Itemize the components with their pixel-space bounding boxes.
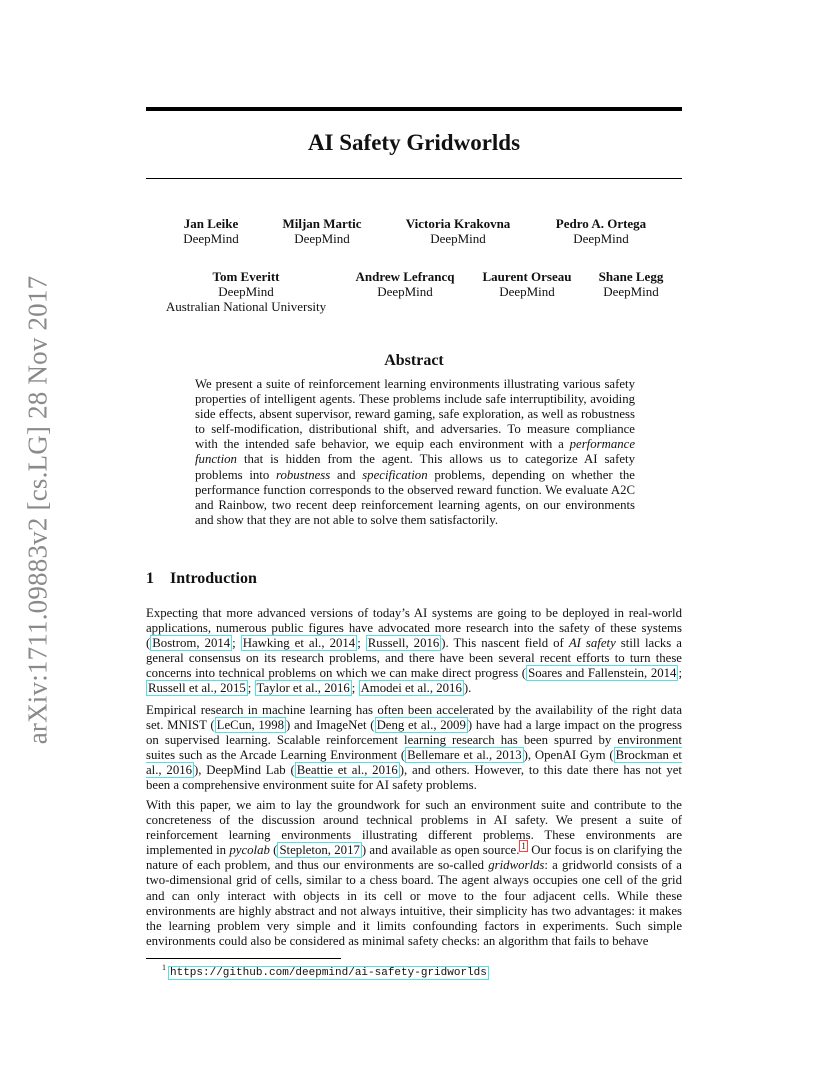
- author-name: Tom Everitt: [212, 269, 280, 284]
- citation-link[interactable]: Hawking et al., 2014: [242, 636, 356, 651]
- author-victoria-krakovna: [406, 216, 511, 246]
- author-miljan-martic: [282, 216, 361, 246]
- footnote-marker[interactable]: 1: [521, 841, 526, 852]
- footnote: [162, 963, 489, 979]
- title-bottom-rule: [146, 178, 682, 179]
- arxiv-id: arXiv:1711.09883v2 [cs.LG] 28 Nov 2017: [22, 275, 53, 745]
- author-tom-everitt: [166, 269, 326, 314]
- citation-link[interactable]: Beattie et al., 2016: [296, 763, 398, 778]
- citation-link[interactable]: Russell et al., 2015: [148, 681, 246, 696]
- intro-paragraph-2: Empirical research in machine learning has often been accelerated by the availability of the right data set. MNIST ( LeCun, 1998 ) and ImageNet ( Deng et al., 2009 ) have had a large impact on the progress on supervised learning. Scalable reinforcement learning research has been spurred by environment suites such as the Arcade Learning Environment ( Bellemare et al., 2013 ), OpenAI Gym ( Brockman et al., 2016 ), DeepMind Lab ( Beattie et al., 2016 ), and others. However, to this date there has not yet been a comprehensive environment suite for AI safety problems.: [146, 703, 682, 793]
- abstract-heading: Abstract: [384, 352, 444, 369]
- footnote-url-link[interactable]: https://github.com/deepmind/ai-safety-gridworlds: [170, 966, 487, 979]
- arxiv-stamp: [16, 275, 60, 745]
- author-name: Laurent Orseau: [482, 269, 572, 284]
- author-affiliation: DeepMind: [499, 284, 555, 299]
- citation-link[interactable]: Deng et al., 2009: [376, 718, 466, 733]
- section-heading-introduction: [146, 570, 257, 588]
- footnote-rule: [146, 958, 341, 959]
- abstract-body: We present a suite of reinforcement learning environments illustrating various safety properties of intelligent agents. These problems include safe interruptibility, avoiding side effects, absent supervisor, reward gaming, safe exploration, as well as robustness to self-modification, distributional shift, and adversaries. To measure compliance with the intended safe behavior, we equip each environment with a performance function that is hidden from the agent. This allows us to categorize AI safety problems into robustness and specification problems, depending on whether the performance function corresponds to the observed reward function. We evaluate A2C and Rainbow, two recent deep reinforcement learning agents, on our environments and show that they are not able to solve them satisfactorily.: [195, 377, 635, 527]
- citation-link[interactable]: Brockman et al., 2016: [146, 748, 682, 778]
- author-shane-legg: [599, 269, 664, 299]
- author-pedro-ortega: [556, 216, 646, 246]
- author-affiliation: DeepMind: [603, 284, 659, 299]
- author-name: Andrew Lefrancq: [355, 269, 455, 284]
- author-affiliation: DeepMind: [183, 231, 239, 246]
- intro-paragraph-1: Expecting that more advanced versions of today’s AI systems are going to be deployed in real-world applications, numerous public figures have advocated more research into the safety of these systems ( Bostrom, 2014 ; Hawking et al., 2014 ; Russell, 2016 ). This nascent field of AI safety still lacks a general consensus on its research problems, and there have been several recent efforts to turn these concerns into technical problems on which we can make direct progress ( Soares and Fallenstein, 2014 ; Russell et al., 2015 ; Taylor et al., 2016 ; Amodei et al., 2016 ).: [146, 606, 682, 696]
- citation-link[interactable]: Bellemare et al., 2013: [407, 748, 522, 763]
- author-jan-leike: [183, 216, 239, 246]
- citation-link[interactable]: LeCun, 1998: [216, 718, 284, 733]
- author-affiliation: DeepMind: [294, 231, 350, 246]
- footnote-number: 1: [162, 963, 166, 972]
- author-affiliation: DeepMind: [573, 231, 629, 246]
- citation-link[interactable]: Soares and Fallenstein, 2014: [528, 666, 677, 681]
- author-name: Jan Leike: [183, 216, 239, 231]
- author-laurent-orseau: [483, 269, 572, 299]
- title-top-rule: [146, 107, 682, 111]
- citation-link[interactable]: Taylor et al., 2016: [256, 681, 350, 696]
- citation-link[interactable]: Bostrom, 2014: [152, 636, 231, 651]
- author-andrew-lefrancq: [355, 269, 454, 299]
- author-affiliation-2: Australian National University: [165, 299, 327, 314]
- citation-link[interactable]: Russell, 2016: [367, 636, 440, 651]
- paper-title: AI Safety Gridworlds: [307, 130, 521, 155]
- author-affiliation: DeepMind: [377, 284, 433, 299]
- author-affiliation: DeepMind: [430, 231, 486, 246]
- citation-link[interactable]: Stepleton, 2017: [279, 843, 360, 858]
- intro-paragraph-3: With this paper, we aim to lay the groundwork for such an environment suite and contribute to the concreteness of the discussion around technical problems in AI safety. We present a suite of reinforcement learning environments illustrating different problems. These environments are implemented in pycolab ( Stepleton, 2017 ) and available as open source. $^1$ Our focus is on clarifying the nature of each problem, and thus our environments are so-called gridworlds: a gridworld consists of a two-dimensional grid of cells, similar to a chess board. The agent always occupies one cell of the grid and can only interact with objects in its cell or move to the four adjacent cells. While these environments are highly abstract and not always intuitive, their simplicity has two advantages: it makes the learning problem very simple and it limits confounding factors in experiments. Such simple environments could also be considered as minimal safety checks: an algorithm that fails to behave: [146, 798, 682, 948]
- author-name: Shane Legg: [598, 269, 664, 284]
- author-affiliation: DeepMind: [218, 284, 274, 299]
- author-name: Victoria Krakovna: [405, 216, 511, 231]
- section-number: 1: [146, 570, 154, 587]
- author-name: Pedro A. Ortega: [555, 216, 647, 231]
- author-name: Miljan Martic: [282, 216, 362, 231]
- section-title-text: Introduction: [170, 570, 257, 587]
- citation-link[interactable]: Amodei et al., 2016: [360, 681, 462, 696]
